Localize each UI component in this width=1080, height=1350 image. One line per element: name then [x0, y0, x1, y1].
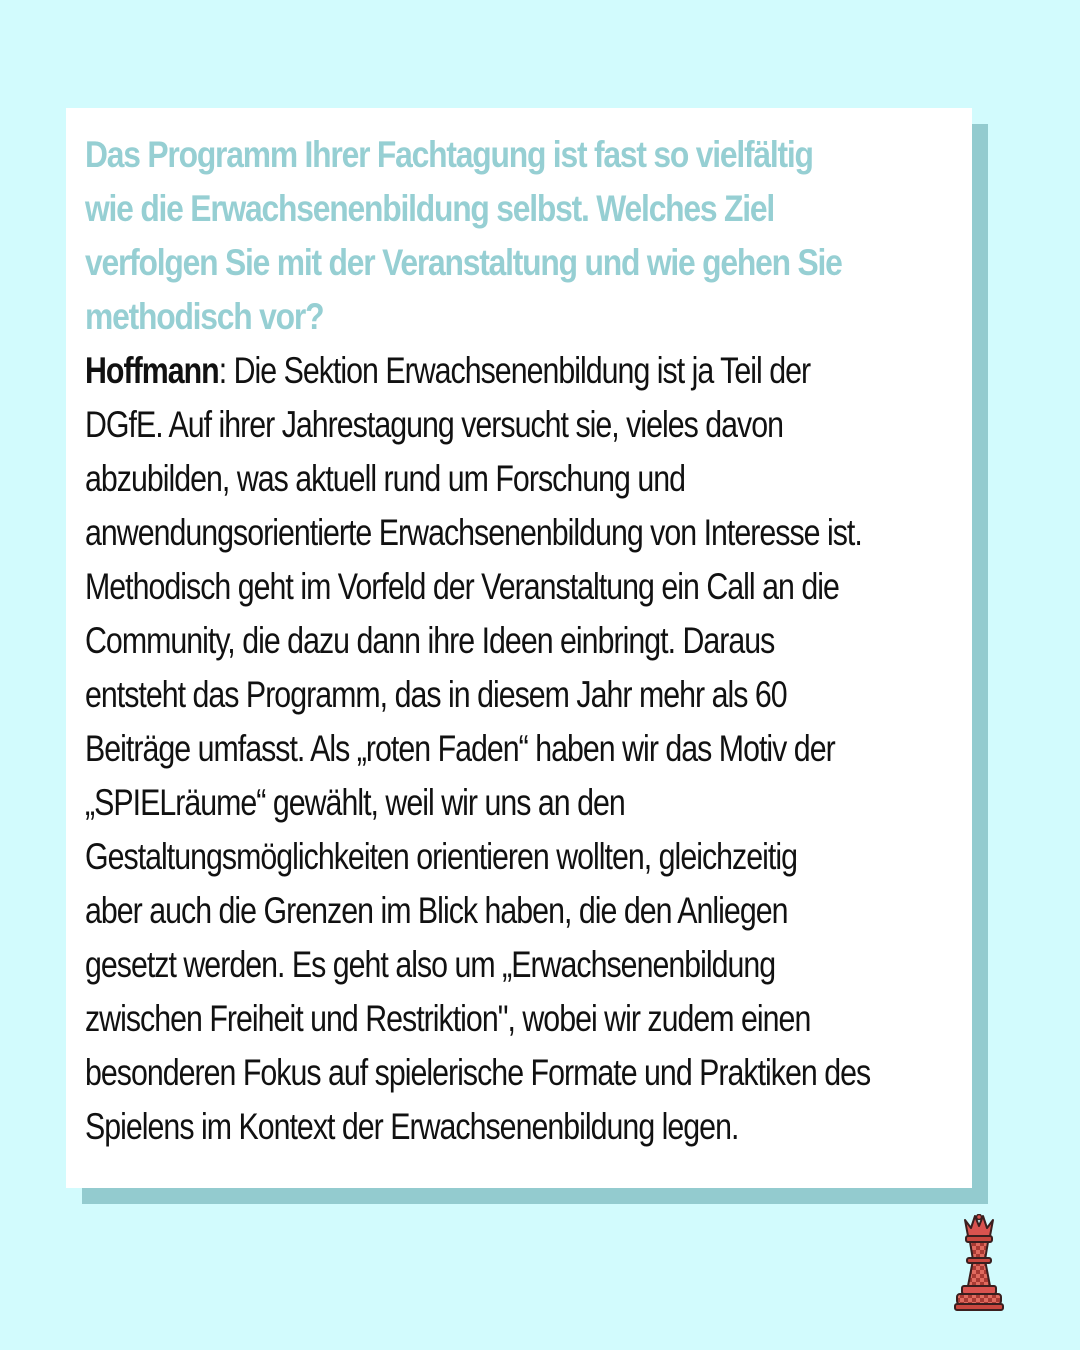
- interview-question: [85, 128, 954, 344]
- answer-line: aber auch die Grenzen im Blick haben, die den Anliegen: [85, 890, 788, 931]
- answer-line: abzubilden, was aktuell rund um Forschung und: [85, 458, 685, 499]
- answer-line: [85, 344, 954, 398]
- answer-line: anwendungsorientierte Erwachsenenbildung von Interesse ist.: [85, 512, 862, 553]
- question-line: Das Programm Ihrer Fachtagung ist fast so vielfältig: [85, 134, 813, 175]
- answer-line: Beiträge umfasst. Als „roten Faden“ haben wir das Motiv der: [85, 728, 835, 769]
- answer-line: gesetzt werden. Es geht also um „Erwachsenenbildung: [85, 944, 776, 985]
- answer-line: Gestaltungsmöglichkeiten orientieren wollten, gleichzeitig: [85, 836, 797, 877]
- answer-line: Methodisch geht im Vorfeld der Veranstaltung ein Call an die: [85, 566, 839, 607]
- answer-line: besonderen Fokus auf spielerische Formate und Praktiken des: [85, 1052, 871, 1093]
- question-line: wie die Erwachsenenbildung selbst. Welches Ziel: [85, 188, 775, 229]
- question-line: methodisch vor?: [85, 296, 324, 337]
- speaker-name: Hoffmann: [85, 350, 219, 391]
- interview-answer: [85, 344, 954, 1154]
- chess-queen-icon: [952, 1214, 1006, 1312]
- answer-line: Spielens im Kontext der Erwachsenenbildung legen.: [85, 1106, 739, 1147]
- answer-line: zwischen Freiheit und Restriktion", wobei wir zudem einen: [85, 998, 811, 1039]
- interview-card: [66, 108, 972, 1188]
- answer-line: „SPIELräume“ gewählt, weil wir uns an den: [85, 782, 625, 823]
- answer-line: Community, die dazu dann ihre Ideen einbringt. Daraus: [85, 620, 775, 661]
- answer-line: entsteht das Programm, das in diesem Jahr mehr als 60: [85, 674, 787, 715]
- answer-first-line-text: : Die Sektion Erwachsenenbildung ist ja Teil der: [218, 350, 811, 391]
- answer-line: DGfE. Auf ihrer Jahrestagung versucht sie, vieles davon: [85, 404, 784, 445]
- question-line: verfolgen Sie mit der Veranstaltung und wie gehen Sie: [85, 242, 842, 283]
